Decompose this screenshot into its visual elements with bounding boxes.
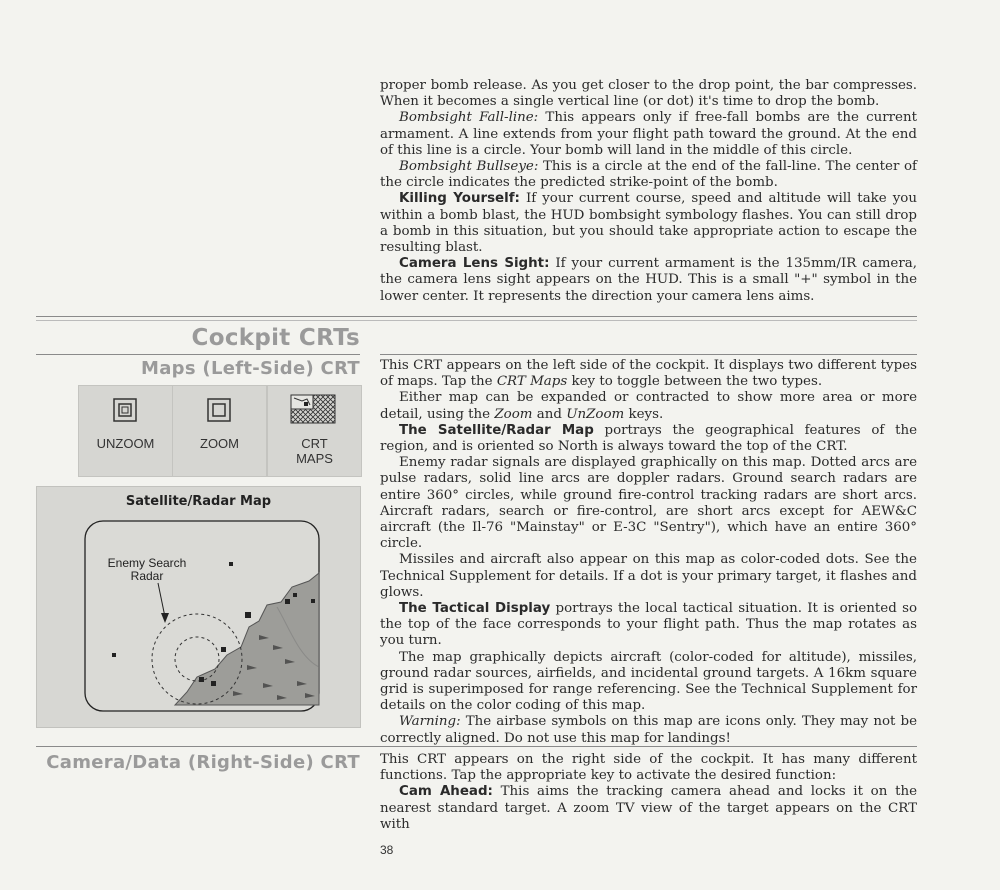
paragraph: Bombsight Bullseye: This is a circle at the end of the fall-line. The center of the circle indicates the predicted strike-point of the bomb. (380, 159, 917, 191)
key-label: CRT MAPS (296, 436, 333, 466)
subsection-heading-maps-crt: Maps (Left-Side) CRT (141, 358, 360, 379)
paragraph: Bombsight Fall-line: This appears only if free-fall bombs are the current armament. A line extends from your flight path toward the ground. At the end of this line is a circle. Your bomb will land in the middle of this circle. (380, 110, 917, 158)
paragraph: Camera Lens Sight: If your current armament is the 135mm/IR camera, the camera lens sight appears on the HUD. This is a small "+" symbol in the lower center. It represents the direction your camera lens aims. (380, 256, 917, 304)
paragraph: Warning: The airbase symbols on this map are icons only. They may not be correctly aligned. Do not use this map for landings! (380, 714, 917, 746)
map-screen (37, 487, 360, 727)
paragraph: Killing Yourself: If your current course, speed and altitude will take you within a bomb blast, the HUD bombsight symbology flashes. You can still drop a bomb in this situation, but you should take appropriate action to escape the resulting blast. (380, 191, 917, 256)
unzoom-key (78, 385, 173, 477)
paragraph: The map graphically depicts aircraft (color-coded for altitude), missiles, ground radar sources, airfields, and incidental ground targets. A 16km square grid is superimposed for range referencing. See the Technical Supplement for details on the color coding of this map. (380, 649, 917, 714)
divider (380, 354, 917, 355)
figure-title: Satellite/Radar Map (125, 494, 272, 509)
satellite-radar-map-figure (36, 486, 361, 728)
paragraph: This CRT appears on the left side of the cockpit. It displays two different types of maps. Tap the CRT Maps key to toggle between the two types. (380, 358, 917, 390)
paragraph: Missiles and aircraft also appear on this map as color-coded dots. See the Technical Supplement for details. If a dot is your primary target, it flashes and glows. (380, 552, 917, 600)
bombsight-section (380, 78, 917, 305)
paragraph: This CRT appears on the right side of the cockpit. It has many different functions. Tap the appropriate key to activate the desired function: (380, 752, 917, 784)
subsection-heading-camera-crt: Camera/Data (Right-Side) CRT (46, 752, 360, 773)
divider (36, 316, 917, 317)
key-label: ZOOM (200, 436, 239, 451)
unzoom-icon (111, 396, 139, 424)
zoom-icon (205, 396, 233, 424)
divider (36, 320, 917, 321)
paragraph: proper bomb release. As you get closer to the drop point, the bar compresses. When it becomes a single vertical line (or dot) it's time to drop the bomb. (380, 78, 917, 110)
divider (36, 354, 360, 355)
paragraph: Enemy radar signals are displayed graphically on this map. Dotted arcs are pulse radars, solid line arcs are doppler radars. Ground search radars are entire 360° circles, while ground fire-control tracking radars are short arcs. Aircraft radars, search or fire-control, are short arcs except for AEW&C aircraft (the Il-76 "Mainstay" or E-3C "Sentry"), which have an entire 360° circle. (380, 455, 917, 552)
map-icon (286, 392, 340, 426)
paragraph: Either map can be expanded or contracted to show more area or more detail, using the Zoom and UnZoom keys. (380, 390, 917, 422)
zoom-key (172, 385, 267, 477)
paragraph: Cam Ahead: This aims the tracking camera ahead and locks it on the nearest standard target. A zoom TV view of the target appears on the CRT with (380, 784, 917, 832)
crt-maps-key (267, 385, 362, 477)
enemy-search-radar-label: Enemy Search Radar (107, 556, 187, 583)
maps-crt-section (380, 358, 917, 747)
page-number: 38 (380, 843, 394, 857)
section-heading-cockpit-crts: Cockpit CRTs (191, 325, 360, 351)
camera-crt-section (380, 752, 917, 833)
paragraph: The Satellite/Radar Map portrays the geographical features of the region, and is oriented so North is always toward the top of the CRT. (380, 422, 917, 455)
paragraph: The Tactical Display portrays the local tactical situation. It is oriented so the top of the face corresponds to your flight path. Thus the map rotates as you turn. (380, 601, 918, 649)
key-label: UNZOOM (96, 436, 155, 451)
